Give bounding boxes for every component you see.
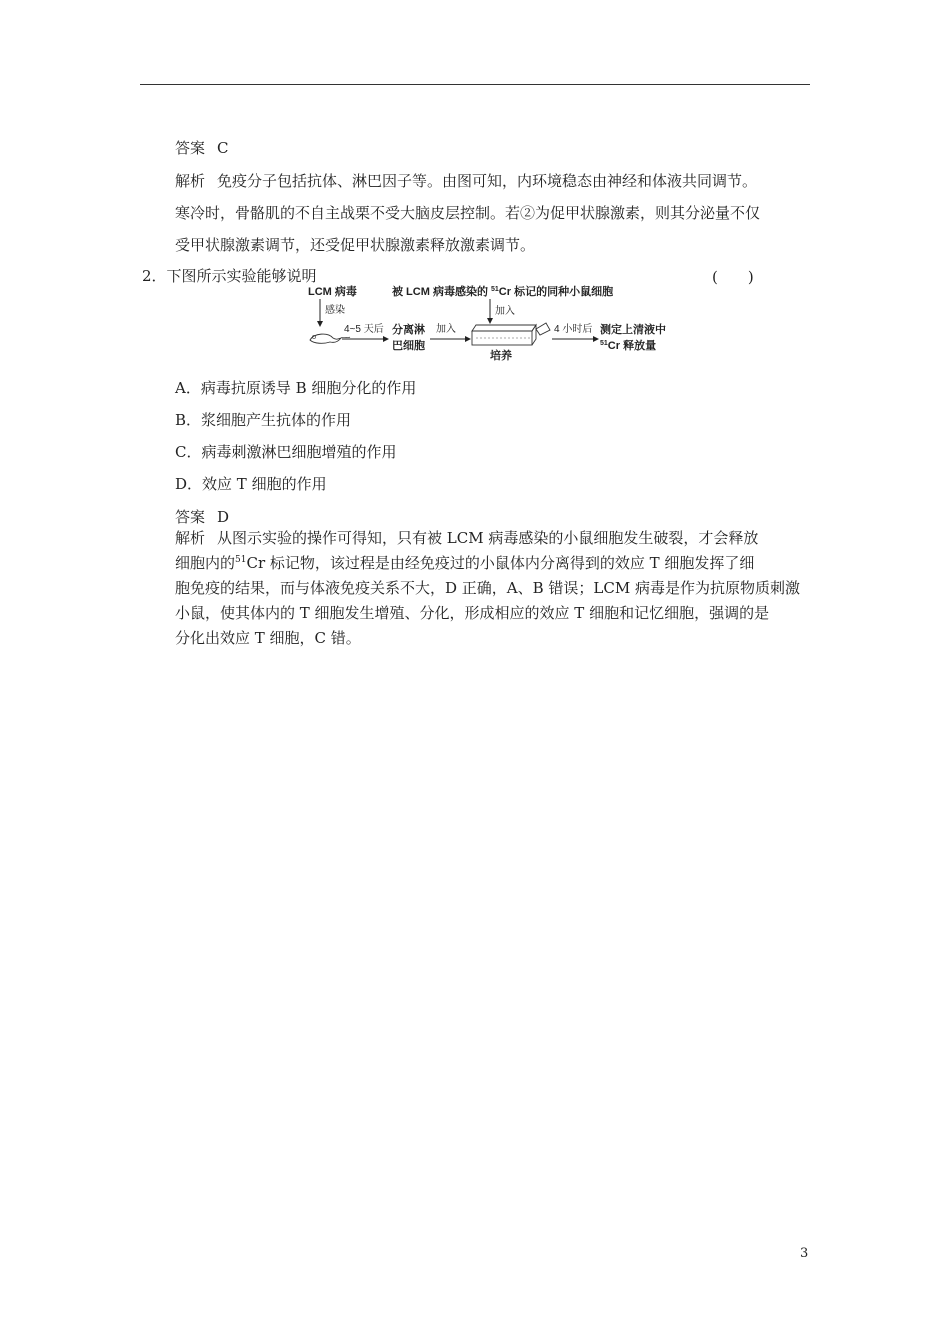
virus-label: LCM 病毒 (308, 286, 357, 298)
answer: 答案 D (175, 508, 230, 526)
analysis-line-2: 细胞内的$^{51}$Cr 标记物，该过程是由经免疫过的小鼠体内分离得到的效应 T 细胞发挥了细 (175, 554, 755, 572)
hours-label: 4 小时后 (554, 324, 593, 335)
prev-analysis-line-3: 受甲状腺激素调节，还受促甲状腺激素释放激素调节。 (175, 236, 536, 254)
experiment-diagram (300, 283, 700, 363)
infect-label: 感染 (325, 305, 345, 316)
option-c: C．病毒刺激淋巴细胞增殖的作用 (175, 443, 397, 461)
option-b: B．浆细胞产生抗体的作用 (175, 411, 352, 429)
culture-tube (472, 323, 550, 345)
culture-label: 培养 (490, 350, 512, 362)
measure-label-2: $^{51}$Cr 释放量 (600, 340, 657, 352)
header-rule (140, 84, 810, 85)
top-label: 被 LCM 病毒感染的 $^{51}$Cr 标记的同种小鼠细胞 (392, 286, 614, 298)
option-d: D．效应 T 细胞的作用 (175, 475, 327, 493)
add-label-1: 加入 (436, 324, 456, 335)
add-label-2: 加入 (495, 306, 515, 317)
separate-label-1: 分离淋 (392, 324, 425, 336)
days-label: 4~5 天后 (344, 324, 384, 335)
measure-label-1: 测定上清液中 (600, 324, 666, 336)
question-stem: 2．下图所示实验能够说明 (142, 267, 317, 285)
analysis-line-1: 解析 从图示实验的操作可得知，只有被 LCM 病毒感染的小鼠细胞发生破裂，才会释放 (175, 529, 759, 547)
prev-analysis-line-1: 解析 免疫分子包括抗体、淋巴因子等。由图可知，内环境稳态由神经和体液共同调节。 (175, 172, 758, 190)
answer-bracket: ( ) (712, 268, 754, 286)
separate-label-2: 巴细胞 (392, 340, 425, 352)
prev-answer: 答案 C (175, 139, 229, 157)
analysis-line-5: 分化出效应 T 细胞，C 错。 (175, 629, 361, 647)
prev-analysis-line-2: 寒冷时，骨骼肌的不自主战栗不受大脑皮层控制。若②为促甲状腺激素，则其分泌量不仅 (175, 204, 761, 222)
page-number: 3 (800, 1246, 809, 1261)
analysis-line-3: 胞免疫的结果，而与体液免疫关系不大，D 正确，A、B 错误；LCM 病毒是作为抗原物质刺激 (175, 579, 800, 597)
analysis-line-4: 小鼠，使其体内的 T 细胞发生增殖、分化，形成相应的效应 T 细胞和记忆细胞，强调的是 (175, 604, 770, 622)
option-a: A．病毒抗原诱导 B 细胞分化的作用 (175, 379, 417, 397)
